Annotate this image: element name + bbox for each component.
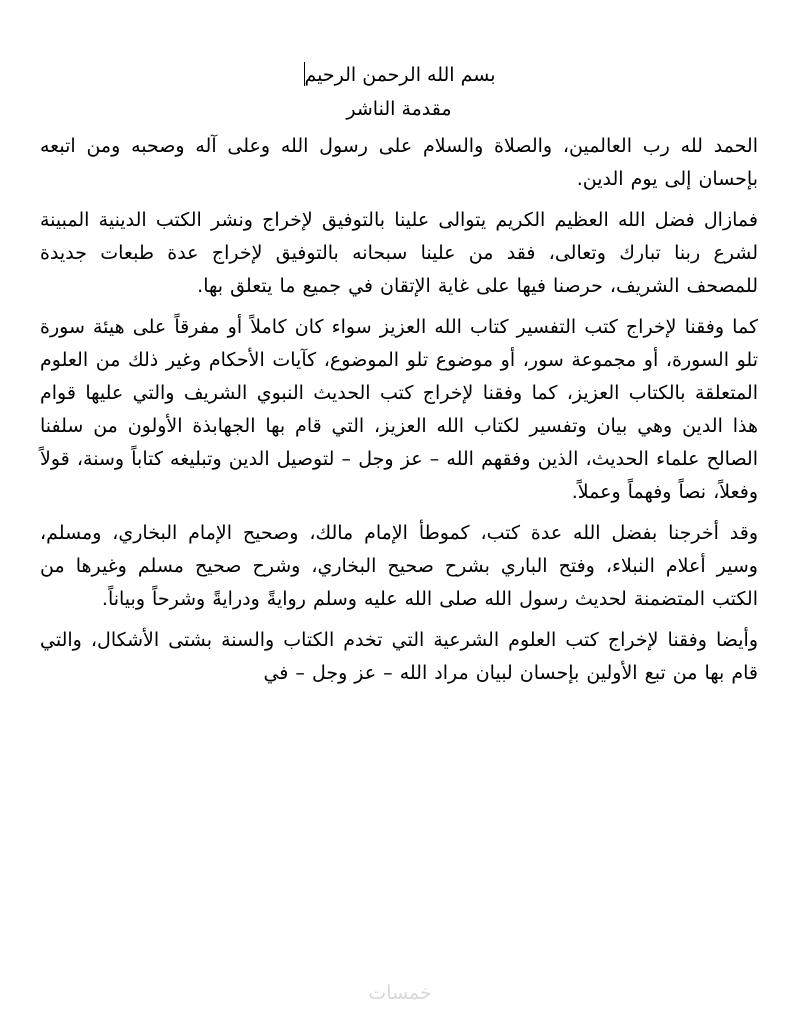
paragraph-4: وقد أخرجنا بفضل الله عدة كتب، كموطأ الإمام مالك، وصحيح الإمام البخاري، ومسلم، وسير أعلام النبلاء، وفتح الباري بشرح صحيح البخاري، وشرح صحيح مسلم وغيرها من الكتب المتضمنة لحديث رسول الله صلى الله عليه وسلم روايةً ودرايةً وشرحاً وبياناً. [40, 522, 758, 610]
document-body [40, 62, 758, 698]
page-title: مقدمة الناشر [346, 98, 452, 120]
paragraph-5: وأيضا وفقنا لإخراج كتب العلوم الشرعية التي تخدم الكتاب والسنة بشتى الأشكال، والتي قام بها من تبع الأولين بإحسان لبيان مراد الله – عز وجل – في [40, 629, 758, 684]
paragraph-1: الحمد لله رب العالمين، والصلاة والسلام على رسول الله وعلى آله وصحبه ومن اتبعه بإحسان إلى يوم الدين. [40, 135, 758, 190]
watermark-logo: خمسات [368, 982, 432, 1004]
paragraph-2: فمازال فضل الله العظيم الكريم يتوالى علينا بالتوفيق لإخراج ونشر الكتب الدينية المبينة لشرع ربنا تبارك وتعالى، فقد من علينا سبحانه بالتوفيق لإخراج عدة طبعات جديدة للمصحف الشريف، حرصنا فيها على غاية الإتقان في جميع ما يتعلق بها. [40, 209, 758, 297]
basmala-text: بسم الله الرحمن الرحيم [304, 64, 496, 86]
paragraph-3: كما وفقنا لإخراج كتب التفسير كتاب الله العزيز سواء كان كاملاً أو مفرقاً على هيئة سورة تلو السورة، أو مجموعة سور، أو موضوع تلو الموضوع، كآيات الأحكام وغير ذلك من العلوم المتعلقة بالكتاب العزيز، كما وفقنا لإخراج كتب الحديث النبوي الشريف والتي عليها قوام هذا الدين وهي بيان وتفسير لكتاب الله العزيز، التي قام بها الجهابذة الأولون من سلفنا الصالح علماء الحديث، الذين وفقهم الله – عز وجل – لتوصيل الدين وتبليغه كتاباً وسنة، قولاً وفعلاً، نصاً وفهماً وعملاً. [40, 316, 758, 503]
basmala-heading [40, 62, 758, 88]
